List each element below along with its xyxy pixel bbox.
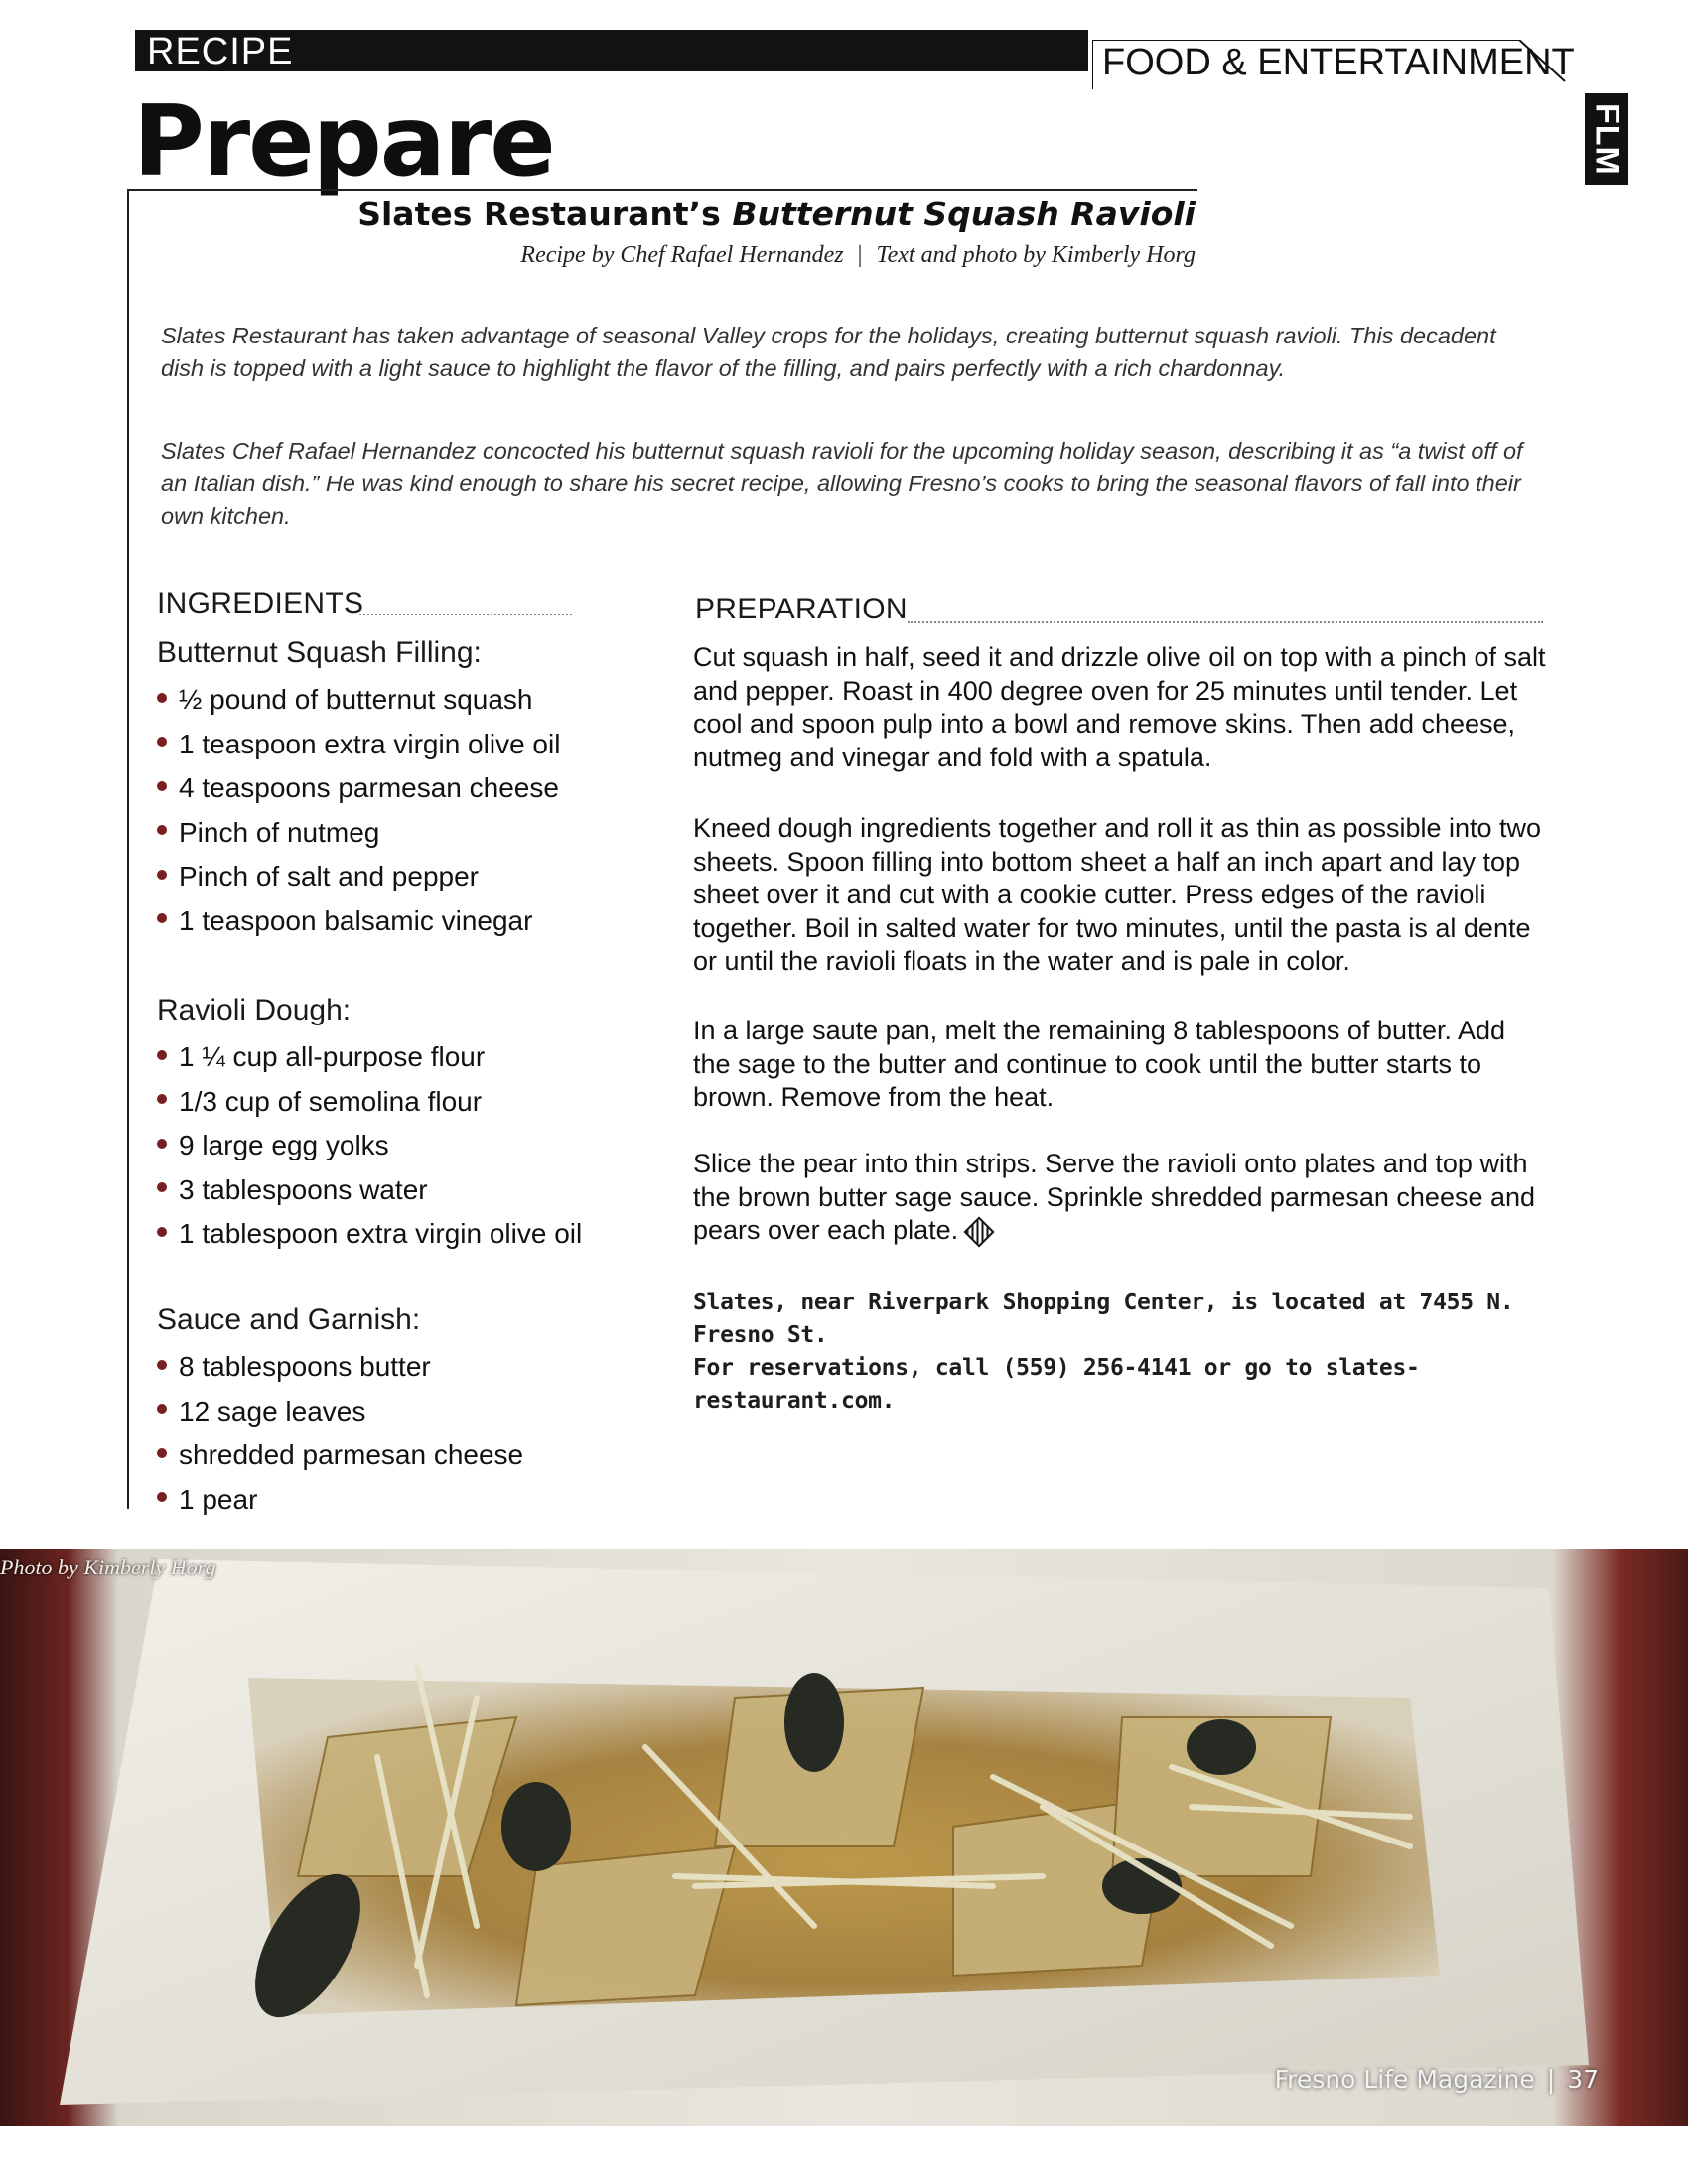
ingredient-text: 4 teaspoons parmesan cheese: [179, 772, 559, 803]
page-title: Prepare: [133, 85, 554, 199]
photo-credit: Photo by Kimberly Horg: [0, 1555, 216, 1579]
bullet-icon: [157, 1227, 167, 1237]
ingredient-text: 3 tablespoons water: [179, 1173, 428, 1205]
ingredient-text: 8 tablespoons butter: [179, 1351, 431, 1382]
bullet-icon: [157, 913, 167, 923]
recipe-title-prefix: Slates Restaurant’s: [357, 195, 733, 233]
flm-badge: FLM: [1585, 93, 1628, 185]
ingredient-item: [157, 1080, 582, 1125]
publication-name: Fresno Life Magazine: [1274, 2065, 1535, 2094]
credit-recipe: Recipe by Chef Rafael Hernandez: [520, 242, 844, 268]
ingredient-item: [157, 811, 560, 856]
bullet-icon: [157, 1360, 167, 1370]
ingredient-text: 1/3 cup of semolina flour: [179, 1085, 483, 1117]
ingredient-item: [157, 899, 560, 944]
page-number: 37: [1567, 2065, 1599, 2094]
intro-paragraph: Slates Chef Rafael Hernandez concocted his butternut squash ravioli for the upcoming holiday season, describing it as “a twist off of an Italian dish.” He was kind enough to share his secret recipe, allowing Fresno’s cooks to bring the seasonal flavors of fall into their own kitchen.: [161, 438, 1523, 529]
ingredient-list-filling: [157, 678, 560, 943]
preparation-heading: PREPARATION: [695, 593, 908, 625]
ingredient-item: [157, 723, 560, 767]
category-label: FOOD & ENTERTAINMENT: [1102, 42, 1575, 83]
ingredient-list-sauce: [157, 1345, 523, 1522]
preparation-step-last: [693, 1148, 1547, 1248]
ingredient-list-dough: [157, 1035, 582, 1257]
preparation-step: In a large saute pan, melt the remaining 8 tablespoons of butter. Add the sage to the butter and continue to cook until the butter starts to brown. Remove from the heat.: [693, 1016, 1506, 1112]
ingredient-item: [157, 1212, 582, 1257]
ingredient-item: [157, 1168, 582, 1213]
ingredients-divider: [359, 614, 572, 615]
bullet-icon: [157, 1139, 167, 1149]
restaurant-location: [693, 1287, 1567, 1418]
bullet-icon: [157, 1404, 167, 1414]
footer-separator: |: [1546, 2065, 1556, 2094]
ingredient-text: Pinch of nutmeg: [179, 816, 380, 848]
preparation-step: Kneed dough ingredients together and roll it as thin as possible into two sheets. Spoon filling into bottom sheet a half an inch apart and lay top sheet over it and cut with a cookie cutter. Press edges of the ravioli together. Boil in salted water for two minutes, until the pasta is al dente or until the ravioli floats in the water and is pale in color.: [693, 813, 1542, 976]
ingredient-text: 12 sage leaves: [179, 1395, 366, 1427]
ingredient-item: [157, 678, 560, 723]
recipe-credits: [520, 240, 1196, 270]
preparation-step: Cut squash in half, seed it and drizzle olive oil on top with a pinch of salt and pepper. Roast in 400 degree oven for 25 minutes until tender. Let cool and spoon pulp into a bowl and remove skins. Then add cheese, nutmeg and vinegar and fold with a spatula.: [693, 642, 1546, 772]
intro-paragraph: Slates Restaurant has taken advantage of seasonal Valley crops for the holidays, creating butternut squash ravioli. This decadent dish is topped with a light sauce to highlight the flavor of the filling, and pairs perfectly with a rich chardonnay.: [161, 323, 1496, 381]
ingredient-item: [157, 855, 560, 899]
ingredient-group-title: Ravioli Dough:: [157, 994, 352, 1026]
ingredient-item: [157, 1035, 582, 1080]
ingredient-text: Pinch of salt and pepper: [179, 861, 479, 891]
bullet-icon: [157, 1492, 167, 1502]
bullet-icon: [157, 781, 167, 791]
ingredient-text: shredded parmesan cheese: [179, 1439, 524, 1470]
ingredient-item: [157, 1433, 523, 1478]
credit-text: Text and photo by Kimberly Horg: [876, 242, 1196, 268]
ingredient-item: [157, 1478, 523, 1523]
page-footer: [1275, 2065, 1599, 2095]
ingredient-text: ½ pound of butternut squash: [179, 684, 533, 715]
bullet-icon: [157, 737, 167, 747]
ingredient-item: [157, 1124, 582, 1168]
recipe-title: [357, 195, 1196, 234]
bullet-icon: [157, 1448, 167, 1458]
ravioli-plate-illustration: [0, 1549, 1688, 2126]
recipe-title-dish: Butternut Squash Ravioli: [732, 195, 1196, 233]
preparation-step-text: Slice the pear into thin strips. Serve the ravioli onto plates and top with the brown butter sage sauce. Sprinkle shredded parmesan cheese and pears over each plate.: [693, 1149, 1536, 1245]
ingredients-heading: INGREDIENTS: [157, 587, 364, 619]
ingredient-text: 1 ¼ cup all-purpose flour: [179, 1041, 486, 1072]
ingredient-text: 1 tablespoon extra virgin olive oil: [179, 1218, 583, 1249]
credit-separator: |: [857, 242, 863, 268]
end-mark-icon: [964, 1216, 995, 1247]
ingredient-item: [157, 1390, 523, 1434]
ingredient-item: [157, 1345, 523, 1390]
section-label: RECIPE: [147, 31, 294, 72]
bullet-icon: [157, 870, 167, 880]
bullet-icon: [157, 1094, 167, 1104]
location-line: Slates, near Riverpark Shopping Center, is located at 7455 N. Fresno St.: [693, 1290, 1514, 1348]
ingredient-text: 9 large egg yolks: [179, 1130, 389, 1160]
ingredient-item: [157, 766, 560, 811]
ingredient-text: 1 teaspoon extra virgin olive oil: [179, 728, 561, 759]
bullet-icon: [157, 1050, 167, 1060]
ingredient-group-title: Sauce and Garnish:: [157, 1303, 421, 1336]
bullet-icon: [157, 693, 167, 703]
ingredient-text: 1 teaspoon balsamic vinegar: [179, 904, 533, 936]
dish-photo: [0, 1549, 1688, 2126]
ingredient-group-title: Butternut Squash Filling:: [157, 636, 482, 669]
bullet-icon: [157, 825, 167, 835]
ingredient-text: 1 pear: [179, 1483, 258, 1515]
bullet-icon: [157, 1182, 167, 1192]
preparation-divider: [908, 621, 1543, 623]
location-line: For reservations, call (559) 256-4141 or go to slates-restaurant.com.: [693, 1355, 1420, 1414]
